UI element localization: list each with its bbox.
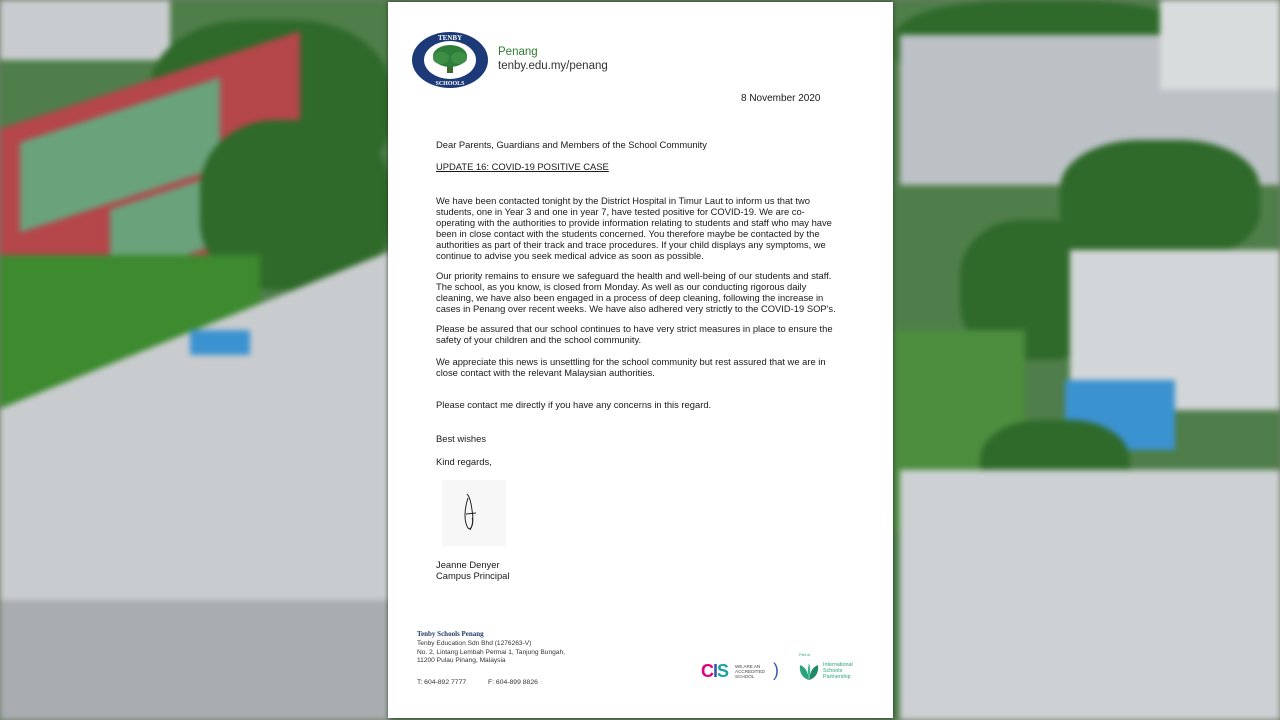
footer-address-line-1: No. 2, Lintang Lembah Permai 1, Tanjung Bungah, [417,649,565,656]
body-paragraph: Please be assured that our school continues to have very strict measures in place to ensure the safety of your children and the school community. [436,323,833,345]
footer-phone: T: 604-892 7777 [417,679,467,686]
footer-school-name: Tenby Schools Penang [417,630,484,638]
body-paragraph: We appreciate this news is unsettling for the school community but rest assured that we are in close contact with the relevant Malaysian authorities. [436,356,826,378]
brand-city: Penang [498,46,538,58]
closing-kind-regards: Kind regards, [436,456,492,467]
letter-page [388,2,893,718]
logo-top-text: TENBY [437,34,463,42]
brand-url: tenby.edu.my/penang [498,60,608,72]
subject-line: UPDATE 16: COVID-19 POSITIVE CASE [436,161,609,172]
body-paragraph: We have been contacted tonight by the District Hospital in Timur Laut to inform us that two students, one in Year 3 and one in year 7, have tested positive for COVID-19. We are co-operating with the authorities to provide information relating to students and staff who may have been in close contact with the students concerned. You therefore maybe be contacted by the authorities as part of their track and trace procedures. If your child displays any symptoms, we continue to advise you seek medical advice as soon as possible. [436,195,832,261]
cis-logo-mark: CIS [701,661,729,681]
closing-best-wishes: Best wishes [436,433,487,444]
isp-name-text: International Schools Partnership [823,662,853,680]
isp-part-of-label: Part of [799,653,811,657]
tenby-schools-logo [411,31,489,89]
handwritten-signature [442,480,506,546]
letter-date: 8 November 2020 [741,93,821,104]
body-paragraph: Our priority remains to ensure we safeguard the health and well-being of our students and staff. The school, as you know, is closed from Monday. As well as our conducting rigorous daily cleaning, we have also been engaged in a process of deep cleaning, following the increase in cases in Penang over recent weeks. We have also adhered very strictly to the COVID-19 SOP's. [436,270,836,314]
footer-address-line-2: 11200 Pulau Pinang, Malaysia [417,657,506,664]
footer-fax: F: 604-899 8826 [488,679,538,686]
body-paragraph: Please contact me directly if you have any concerns in this regard. [436,399,712,410]
signer-name: Jeanne Denyer [436,559,500,570]
salutation: Dear Parents, Guardians and Members of the School Community [436,139,707,150]
logo-bottom-text: SCHOOLS [435,81,465,87]
footer-company: Tenby Education Sdn Bhd (1276263-V) [417,640,532,647]
cis-accreditation-badge [701,659,781,685]
isp-partnership-badge [798,653,868,687]
isp-leaf-icon [798,662,820,682]
cis-bracket-icon: ) [773,660,779,680]
signer-title: Campus Principal [436,570,510,581]
cis-badge-text: WE ARE AN ACCREDITED SCHOOL [735,664,765,679]
